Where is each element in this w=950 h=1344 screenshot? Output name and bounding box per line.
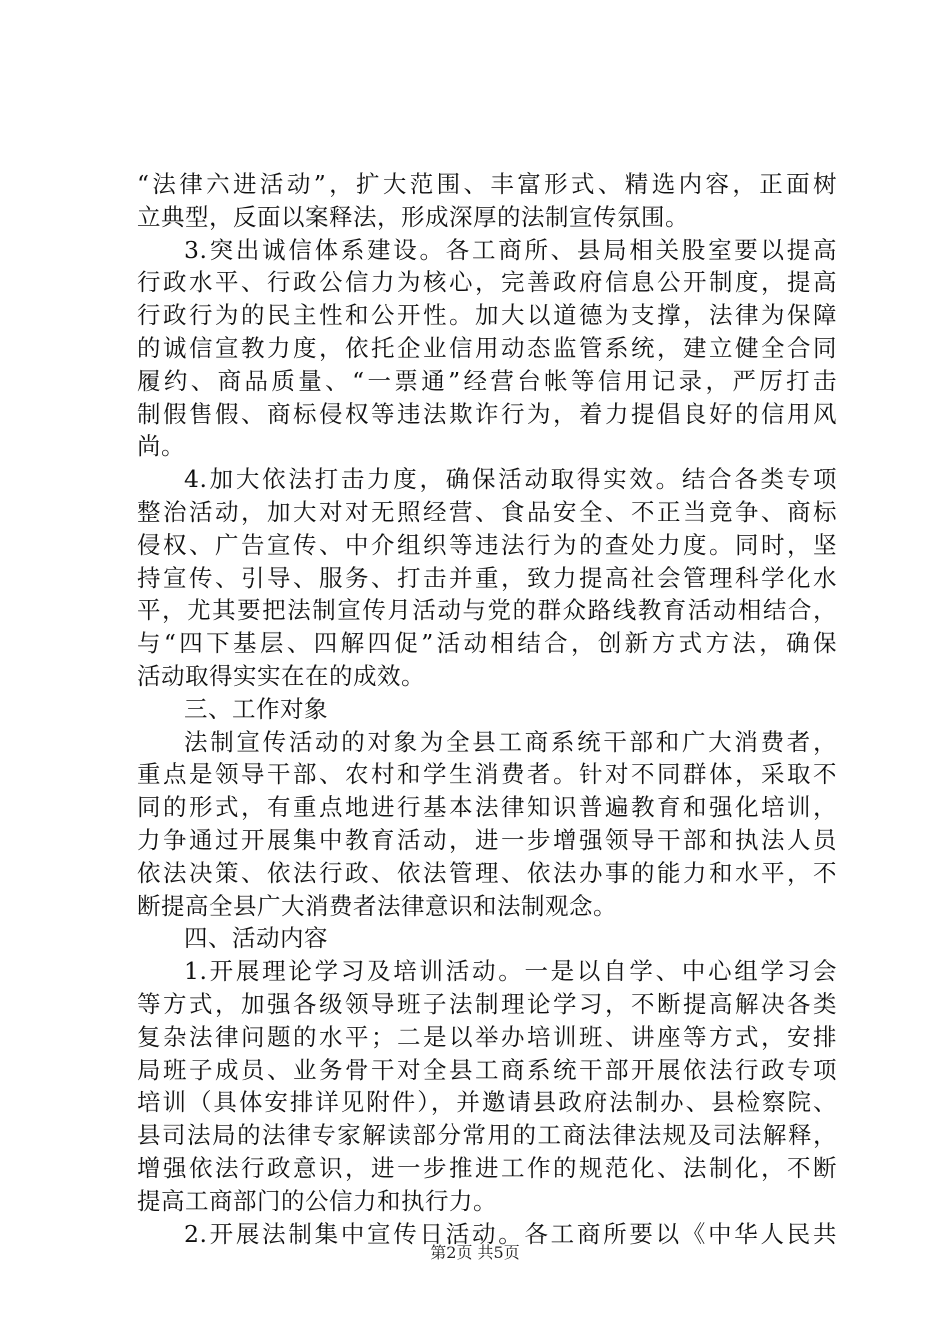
text-line: 依法决策、依法行政、依法管理、依法办事的能力和水平，不 [137, 858, 837, 887]
document-body [137, 168, 837, 1250]
text-line: 等方式，加强各级领导班子法制理论学习，不断提高解决各类 [137, 989, 837, 1018]
text-line: 力争通过开展集中教育活动，进一步增强领导干部和执法人员 [137, 825, 837, 854]
text-line: 复杂法律问题的水平；二是以举办培训班、讲座等方式，安排 [137, 1022, 837, 1051]
text-line: 重点是领导干部、农村和学生消费者。针对不同群体，采取不 [137, 760, 837, 789]
text-line: 的诚信宣教力度，依托企业信用动态监管系统，建立健全合同 [137, 333, 837, 362]
text-line: 尚。 [137, 432, 185, 461]
text-line: 2.开展法制集中宣传日活动。各工商所要以《中华人民共 [184, 1219, 837, 1248]
text-line: 制假售假、商标侵权等违法欺诈行为，着力提倡良好的信用风 [137, 399, 837, 428]
text-line: 侵权、广告宣传、中介组织等违法行为的查处力度。同时，坚 [137, 530, 837, 559]
text-line: 活动取得实实在在的成效。 [137, 661, 425, 690]
text-line: 立典型，反面以案释法，形成深厚的法制宣传氛围。 [137, 202, 689, 231]
text-line: 4.加大依法打击力度，确保活动取得实效。结合各类专项 [184, 465, 837, 494]
text-line: 与“四下基层、四解四促”活动相结合，创新方式方法，确保 [137, 629, 837, 658]
text-line: 增强依法行政意识，进一步推进工作的规范化、法制化，不断 [137, 1153, 837, 1182]
text-line: 法制宣传活动的对象为全县工商系统干部和广大消费者， [184, 727, 837, 756]
text-line: 平，尤其要把法制宣传月活动与党的群众路线教育活动相结合， [137, 596, 837, 625]
text-line: 同的形式，有重点地进行基本法律知识普遍教育和强化培训， [137, 793, 837, 822]
text-line: 提高工商部门的公信力和执行力。 [137, 1186, 497, 1215]
text-line: 断提高全县广大消费者法律意识和法制观念。 [137, 891, 617, 920]
text-line: 行政行为的民主性和公开性。加大以道德为支撑，法律为保障 [137, 301, 837, 330]
text-line: 培训（具体安排详见附件），并邀请县政府法制办、县检察院、 [137, 1088, 837, 1117]
text-line: 县司法局的法律专家解读部分常用的工商法律法规及司法解释， [137, 1121, 837, 1150]
text-line: 四、活动内容 [184, 924, 328, 953]
text-line: 1.开展理论学习及培训活动。一是以自学、中心组学习会 [184, 957, 837, 986]
text-line: 3.突出诚信体系建设。各工商所、县局相关股室要以提高 [184, 235, 837, 264]
text-line: 行政水平、行政公信力为核心，完善政府信息公开制度，提高 [137, 268, 837, 297]
text-line: 整治活动，加大对对无照经营、食品安全、不正当竞争、商标 [137, 497, 837, 526]
text-line: 持宣传、引导、服务、打击并重，致力提高社会管理科学化水 [137, 563, 837, 592]
text-line: 履约、商品质量、“一票通”经营台帐等信用记录，严厉打击 [137, 366, 837, 395]
text-line: “法律六进活动”，扩大范围、丰富形式、精选内容，正面树 [137, 170, 837, 198]
page-footer: 第2页 共5页 [430, 1243, 520, 1262]
text-line: 三、工作对象 [184, 694, 328, 723]
text-line: 局班子成员、业务骨干对全县工商系统干部开展依法行政专项 [137, 1055, 837, 1084]
